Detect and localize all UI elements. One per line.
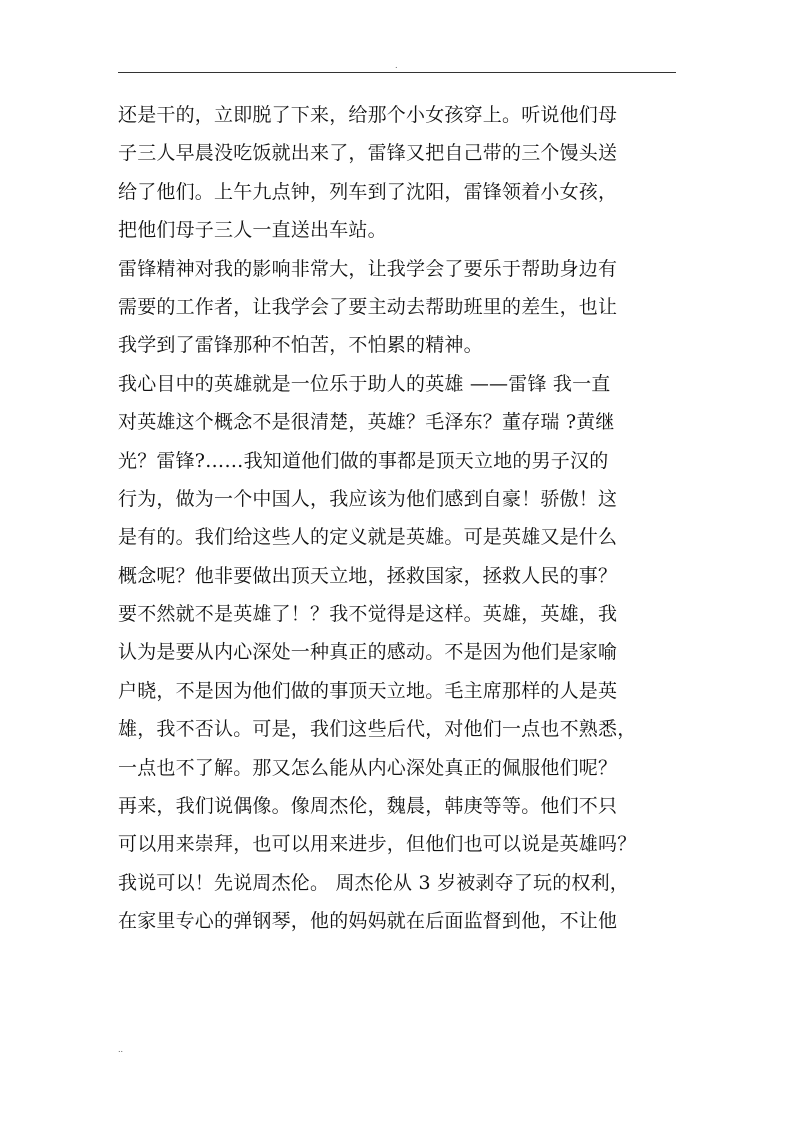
text-line: 把他们母子三人一直送出车站。 [118, 219, 387, 242]
text-line: 光？雷锋?……我知道他们做的事都是顶天立地的男子汉的 [118, 449, 609, 472]
text-line: 认为是要从内心深处一种真正的感动。不是因为他们是家喻 [118, 641, 618, 664]
text-line: 再来，我们说偶像。像周杰伦，魏晨，韩庚等等。他们不只 [118, 795, 618, 818]
text-line: 行为，做为一个中国人，我应该为他们感到自豪！骄傲！这 [118, 487, 618, 510]
header-rule [118, 72, 676, 73]
text-line: 在家里专心的弹钢琴，他的妈妈就在后面监督到他，不让他 [118, 910, 618, 933]
text-line: 我说可以！先说周杰伦。 周杰伦从 3 岁被剥夺了玩的权利， [118, 871, 630, 894]
text-line: 一点也不了解。那又怎么能从内心深处真正的佩服他们呢？ [118, 756, 618, 779]
text-line: 对英雄这个概念不是很清楚，英雄？毛泽东？董存瑞 ?黄继 [118, 411, 615, 434]
text-line: 户晓，不是因为他们做的事顶天立地。毛主席那样的人是英 [118, 679, 618, 702]
text-line: 给了他们。上午九点钟，列车到了沈阳，雷锋领着小女孩， [118, 180, 618, 203]
document-body [118, 96, 678, 941]
text-line: 是有的。我们给这些人的定义就是英雄。可是英雄又是什么 [118, 526, 618, 549]
text-line: 我心目中的英雄就是一位乐于助人的英雄 ——雷锋 我一直 [118, 372, 611, 395]
text-line: 雄，我不否认。可是，我们这些后代，对他们一点也不熟悉， [118, 718, 637, 741]
text-line: 可以用来崇拜，也可以用来进步，但他们也可以说是英雄吗？ [118, 833, 637, 856]
text-line: 需要的工作者，让我学会了要主动去帮助班里的差生，也让 [118, 295, 618, 318]
text-line: 概念呢？他非要做出顶天立地，拯救国家，拯救人民的事？ [118, 564, 618, 587]
header-mark: . [395, 61, 398, 70]
text-line: 雷锋精神对我的影响非常大，让我学会了要乐于帮助身边有 [118, 257, 618, 280]
footer-mark: .. [118, 1045, 124, 1054]
text-line: 我学到了雷锋那种不怕苦，不怕累的精神。 [118, 334, 483, 357]
text-line: 子三人早晨没吃饭就出来了，雷锋又把自己带的三个馒头送 [118, 142, 618, 165]
text-line: 要不然就不是英雄了！？我不觉得是这样。英雄，英雄，我 [118, 603, 618, 626]
text-line: 还是干的，立即脱了下来，给那个小女孩穿上。听说他们母 [118, 104, 618, 126]
